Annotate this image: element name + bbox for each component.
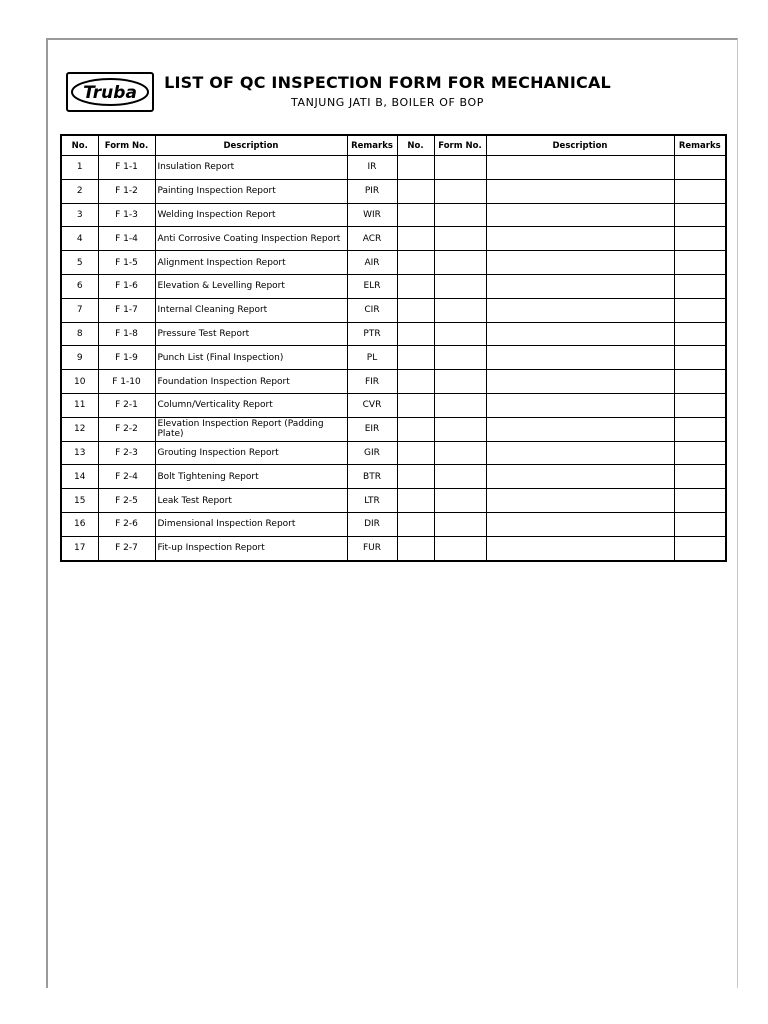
cell-description: Leak Test Report bbox=[155, 489, 347, 513]
cell-empty bbox=[486, 465, 674, 489]
cell-remarks: DIR bbox=[347, 512, 397, 536]
cell-remarks: GIR bbox=[347, 441, 397, 465]
cell-no: 11 bbox=[61, 393, 98, 417]
cell-empty bbox=[486, 441, 674, 465]
table-row bbox=[61, 251, 726, 275]
cell-empty bbox=[674, 393, 726, 417]
cell-empty bbox=[486, 322, 674, 346]
cell-description: Dimensional Inspection Report bbox=[155, 512, 347, 536]
cell-empty bbox=[434, 441, 486, 465]
cell-empty bbox=[674, 512, 726, 536]
cell-empty bbox=[397, 536, 434, 560]
header-no-2: No. bbox=[397, 135, 434, 156]
cell-empty bbox=[434, 156, 486, 180]
cell-empty bbox=[486, 179, 674, 203]
cell-form-no: F 2-3 bbox=[98, 441, 155, 465]
cell-empty bbox=[486, 489, 674, 513]
cell-no: 14 bbox=[61, 465, 98, 489]
header-remarks-2: Remarks bbox=[674, 135, 726, 156]
header-form-no-2: Form No. bbox=[434, 135, 486, 156]
cell-description: Elevation Inspection Report (Padding Plate) bbox=[155, 417, 347, 441]
table-row bbox=[61, 393, 726, 417]
cell-empty bbox=[486, 156, 674, 180]
cell-no: 3 bbox=[61, 203, 98, 227]
cell-empty bbox=[674, 489, 726, 513]
cell-empty bbox=[486, 346, 674, 370]
page-title: LIST OF QC INSPECTION FORM FOR MECHANICAL bbox=[164, 73, 611, 92]
cell-empty bbox=[397, 512, 434, 536]
cell-remarks: PIR bbox=[347, 179, 397, 203]
cell-empty bbox=[397, 465, 434, 489]
cell-empty bbox=[486, 227, 674, 251]
truba-logo-graphic bbox=[68, 74, 152, 110]
cell-no: 17 bbox=[61, 536, 98, 560]
cell-description: Welding Inspection Report bbox=[155, 203, 347, 227]
cell-empty bbox=[397, 346, 434, 370]
table-row bbox=[61, 179, 726, 203]
cell-no: 13 bbox=[61, 441, 98, 465]
cell-empty bbox=[434, 393, 486, 417]
cell-empty bbox=[434, 346, 486, 370]
page-subtitle: TANJUNG JATI B, BOILER OF BOP bbox=[291, 96, 484, 109]
header-description-2: Description bbox=[486, 135, 674, 156]
cell-remarks: CVR bbox=[347, 393, 397, 417]
cell-empty bbox=[674, 227, 726, 251]
cell-empty bbox=[397, 227, 434, 251]
cell-remarks: BTR bbox=[347, 465, 397, 489]
cell-empty bbox=[486, 536, 674, 560]
cell-form-no: F 1-1 bbox=[98, 156, 155, 180]
cell-form-no: F 1-10 bbox=[98, 370, 155, 394]
cell-empty bbox=[397, 322, 434, 346]
cell-empty bbox=[397, 179, 434, 203]
table-row bbox=[61, 489, 726, 513]
cell-no: 10 bbox=[61, 370, 98, 394]
cell-remarks: FIR bbox=[347, 370, 397, 394]
cell-empty bbox=[434, 536, 486, 560]
cell-empty bbox=[434, 203, 486, 227]
cell-form-no: F 2-4 bbox=[98, 465, 155, 489]
cell-no: 9 bbox=[61, 346, 98, 370]
cell-empty bbox=[434, 298, 486, 322]
cell-empty bbox=[397, 156, 434, 180]
cell-empty bbox=[434, 274, 486, 298]
table-row bbox=[61, 346, 726, 370]
cell-description: Grouting Inspection Report bbox=[155, 441, 347, 465]
table-row bbox=[61, 156, 726, 180]
cell-empty bbox=[434, 370, 486, 394]
cell-form-no: F 2-2 bbox=[98, 417, 155, 441]
cell-empty bbox=[397, 298, 434, 322]
cell-no: 15 bbox=[61, 489, 98, 513]
cell-empty bbox=[674, 156, 726, 180]
truba-logo bbox=[66, 72, 154, 112]
cell-empty bbox=[674, 203, 726, 227]
cell-empty bbox=[486, 251, 674, 275]
cell-no: 16 bbox=[61, 512, 98, 536]
cell-empty bbox=[486, 417, 674, 441]
cell-no: 8 bbox=[61, 322, 98, 346]
table-row bbox=[61, 536, 726, 560]
cell-empty bbox=[486, 274, 674, 298]
cell-description: Bolt Tightening Report bbox=[155, 465, 347, 489]
cell-description: Column/Verticality Report bbox=[155, 393, 347, 417]
cell-empty bbox=[674, 441, 726, 465]
cell-remarks: IR bbox=[347, 156, 397, 180]
cell-empty bbox=[486, 370, 674, 394]
cell-form-no: F 2-6 bbox=[98, 512, 155, 536]
logo-text: Truba bbox=[83, 83, 137, 103]
cell-empty bbox=[486, 298, 674, 322]
cell-empty bbox=[434, 227, 486, 251]
cell-description: Fit-up Inspection Report bbox=[155, 536, 347, 560]
cell-remarks: FUR bbox=[347, 536, 397, 560]
table-row bbox=[61, 227, 726, 251]
table-row bbox=[61, 370, 726, 394]
cell-remarks: ACR bbox=[347, 227, 397, 251]
cell-empty bbox=[674, 536, 726, 560]
cell-empty bbox=[486, 203, 674, 227]
cell-no: 1 bbox=[61, 156, 98, 180]
header-form-no: Form No. bbox=[98, 135, 155, 156]
table-row bbox=[61, 298, 726, 322]
cell-description: Internal Cleaning Report bbox=[155, 298, 347, 322]
cell-form-no: F 1-5 bbox=[98, 251, 155, 275]
table-body bbox=[61, 156, 726, 561]
cell-form-no: F 1-3 bbox=[98, 203, 155, 227]
cell-remarks: PL bbox=[347, 346, 397, 370]
cell-form-no: F 2-7 bbox=[98, 536, 155, 560]
cell-description: Painting Inspection Report bbox=[155, 179, 347, 203]
table-row bbox=[61, 417, 726, 441]
cell-empty bbox=[434, 512, 486, 536]
cell-empty bbox=[486, 512, 674, 536]
cell-description: Pressure Test Report bbox=[155, 322, 347, 346]
cell-empty bbox=[674, 322, 726, 346]
header-remarks: Remarks bbox=[347, 135, 397, 156]
cell-remarks: LTR bbox=[347, 489, 397, 513]
cell-remarks: PTR bbox=[347, 322, 397, 346]
cell-empty bbox=[674, 251, 726, 275]
table-row bbox=[61, 203, 726, 227]
table-header-row bbox=[61, 135, 726, 156]
cell-form-no: F 1-6 bbox=[98, 274, 155, 298]
cell-remarks: CIR bbox=[347, 298, 397, 322]
cell-form-no: F 2-5 bbox=[98, 489, 155, 513]
cell-form-no: F 2-1 bbox=[98, 393, 155, 417]
cell-empty bbox=[397, 489, 434, 513]
cell-description: Foundation Inspection Report bbox=[155, 370, 347, 394]
cell-empty bbox=[397, 203, 434, 227]
cell-empty bbox=[674, 417, 726, 441]
cell-empty bbox=[674, 274, 726, 298]
cell-no: 5 bbox=[61, 251, 98, 275]
cell-empty bbox=[434, 417, 486, 441]
cell-form-no: F 1-8 bbox=[98, 322, 155, 346]
table-row bbox=[61, 274, 726, 298]
cell-empty bbox=[674, 370, 726, 394]
cell-empty bbox=[397, 417, 434, 441]
table-row bbox=[61, 512, 726, 536]
cell-empty bbox=[434, 489, 486, 513]
cell-form-no: F 1-7 bbox=[98, 298, 155, 322]
cell-remarks: AIR bbox=[347, 251, 397, 275]
inspection-form-table bbox=[60, 134, 727, 562]
cell-description: Anti Corrosive Coating Inspection Report bbox=[155, 227, 347, 251]
cell-no: 4 bbox=[61, 227, 98, 251]
cell-empty bbox=[674, 179, 726, 203]
cell-no: 6 bbox=[61, 274, 98, 298]
header-description: Description bbox=[155, 135, 347, 156]
cell-empty bbox=[397, 274, 434, 298]
cell-description: Alignment Inspection Report bbox=[155, 251, 347, 275]
cell-form-no: F 1-2 bbox=[98, 179, 155, 203]
cell-empty bbox=[397, 251, 434, 275]
cell-description: Elevation & Levelling Report bbox=[155, 274, 347, 298]
cell-empty bbox=[434, 251, 486, 275]
cell-empty bbox=[397, 441, 434, 465]
cell-empty bbox=[434, 322, 486, 346]
cell-empty bbox=[434, 465, 486, 489]
cell-form-no: F 1-9 bbox=[98, 346, 155, 370]
table-row bbox=[61, 441, 726, 465]
cell-no: 2 bbox=[61, 179, 98, 203]
cell-description: Punch List (Final Inspection) bbox=[155, 346, 347, 370]
cell-remarks: WIR bbox=[347, 203, 397, 227]
cell-empty bbox=[434, 179, 486, 203]
cell-empty bbox=[674, 298, 726, 322]
cell-no: 12 bbox=[61, 417, 98, 441]
cell-empty bbox=[397, 370, 434, 394]
cell-description: Insulation Report bbox=[155, 156, 347, 180]
cell-form-no: F 1-4 bbox=[98, 227, 155, 251]
table-row bbox=[61, 322, 726, 346]
header-no: No. bbox=[61, 135, 98, 156]
cell-empty bbox=[397, 393, 434, 417]
table-row bbox=[61, 465, 726, 489]
cell-remarks: EIR bbox=[347, 417, 397, 441]
cell-empty bbox=[674, 346, 726, 370]
cell-empty bbox=[486, 393, 674, 417]
cell-no: 7 bbox=[61, 298, 98, 322]
cell-remarks: ELR bbox=[347, 274, 397, 298]
cell-empty bbox=[674, 465, 726, 489]
